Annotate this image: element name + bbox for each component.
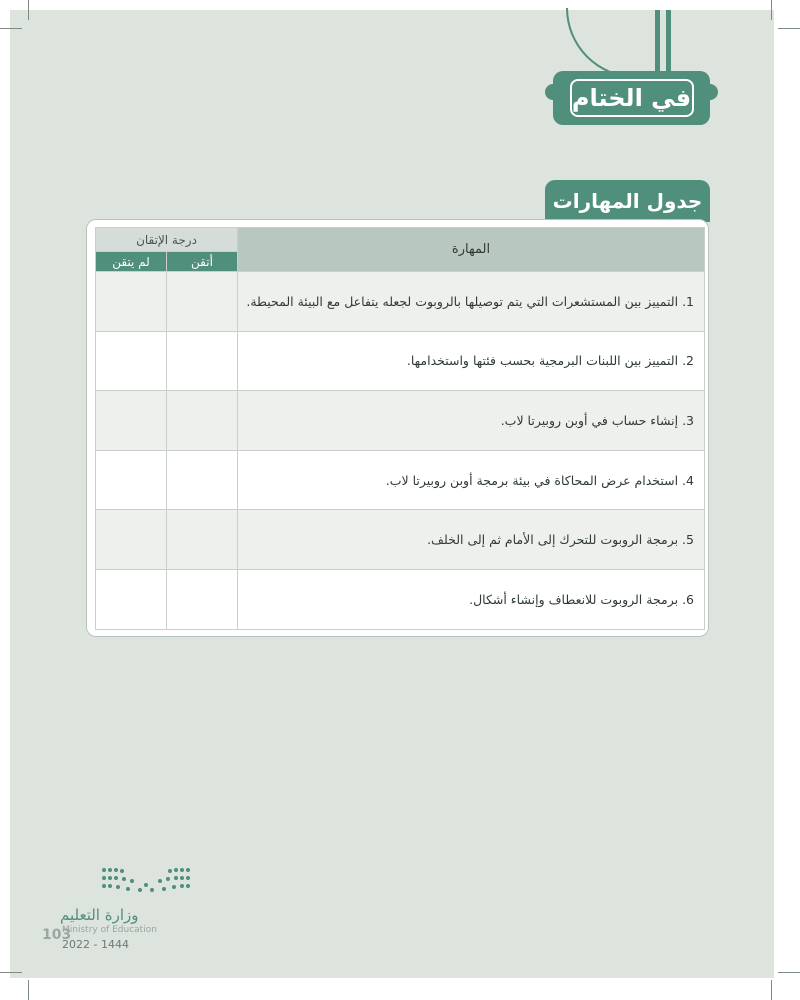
table-row (96, 569, 705, 629)
title-hanger-bar (655, 10, 660, 74)
skill-header: المهارة (238, 228, 705, 272)
not-mastered-cell[interactable] (96, 391, 167, 451)
page-number: 103 (42, 927, 72, 943)
title-hanger-bar (666, 10, 671, 74)
mastery-header: درجة الإتقان (96, 228, 238, 252)
not-mastered-header: لم يتقن (96, 252, 167, 272)
crop-mark (0, 972, 22, 973)
mastered-cell[interactable] (167, 272, 238, 332)
mastered-header: أتقن (167, 252, 238, 272)
not-mastered-cell[interactable] (96, 331, 167, 391)
table-row (96, 510, 705, 570)
skill-cell: 2. التمييز بين اللبنات البرمجية بحسب فئتها واستخدامها. (238, 331, 705, 391)
skill-cell: 6. برمجة الروبوت للانعطاف وإنشاء أشكال. (238, 569, 705, 629)
skills-table (95, 227, 705, 630)
skill-cell: 4. استخدام عرض المحاكاة في بيئة برمجة أوبن روبيرتا لاب. (238, 450, 705, 510)
table-row (96, 331, 705, 391)
table-row (96, 272, 705, 332)
not-mastered-cell[interactable] (96, 569, 167, 629)
academic-years: 2022 - 1444 (62, 938, 129, 951)
skill-cell: 3. إنشاء حساب في أوبن روبيرتا لاب. (238, 391, 705, 451)
table-row (96, 450, 705, 510)
mastered-cell[interactable] (167, 569, 238, 629)
mastered-cell[interactable] (167, 450, 238, 510)
ministry-logo-icon (100, 866, 192, 896)
skill-cell: 5. برمجة الروبوت للتحرك إلى الأمام ثم إلى الخلف. (238, 510, 705, 570)
crop-mark (28, 980, 29, 1000)
section-title: في الختام (570, 79, 694, 117)
mastered-cell[interactable] (167, 510, 238, 570)
mastered-cell[interactable] (167, 331, 238, 391)
crop-mark (0, 28, 22, 29)
crop-mark (778, 972, 800, 973)
not-mastered-cell[interactable] (96, 272, 167, 332)
not-mastered-cell[interactable] (96, 510, 167, 570)
ministry-name-arabic: وزارة التعليم (60, 906, 139, 924)
section-title-box (553, 71, 710, 125)
table-row (96, 391, 705, 451)
ministry-name-english: Ministry of Education (62, 925, 157, 935)
not-mastered-cell[interactable] (96, 450, 167, 510)
mastered-cell[interactable] (167, 391, 238, 451)
crop-mark (778, 28, 800, 29)
skills-table-tab: جدول المهارات (545, 180, 710, 222)
skill-cell: 1. التمييز بين المستشعرات التي يتم توصيلها بالروبوت لجعله يتفاعل مع البيئة المحيطة. (238, 272, 705, 332)
crop-mark (771, 0, 772, 20)
crop-mark (771, 980, 772, 1000)
crop-mark (28, 0, 29, 20)
